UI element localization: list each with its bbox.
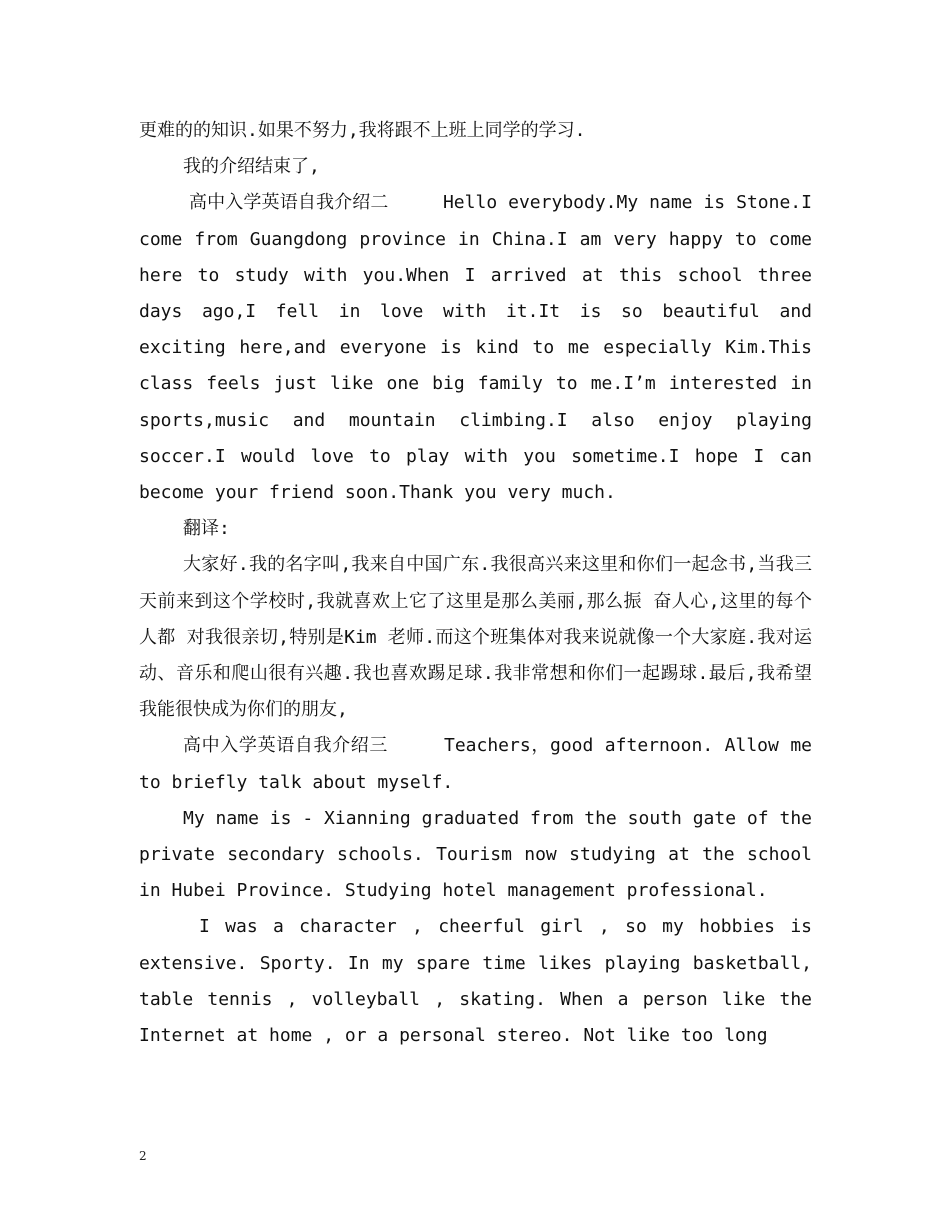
paragraph-intro-three: 高中入学英语自我介绍三 Teachers，good afternoon. Allow me to briefly talk about myself. [139,735,812,793]
page-body [139,113,812,1054]
paragraph-name: My name is - Xianning graduated from the south gate of the private secondary schools. Tourism now studying at the school in Hubei Province. Studying hotel management professional. [139,807,812,902]
paragraph-closing: 我的介绍结束了, [183,156,320,178]
paragraph-continuation: 更难的的知识.如果不努力,我将跟不上班上同学的学习. [139,120,586,141]
paragraph-translation-heading: 翻译: [183,518,230,540]
paragraph-intro-two: 高中入学英语自我介绍二 Hello everybody.My name is Stone.I come from Guangdong province in China.I am very happy to come here to study with you.When I arrived at this school three days ago,I fell in love with it.It is so beautiful and exciting here,and everyone is kind to me especially Kim.This class feels just like one big family to me.I’m interested in sports,music and mountain climbing.I also enjoy playing soccer.I would love to play with you sometime.I hope I can become your friend soon.Thank you very much. [139,192,812,504]
paragraph-hobbies: I was a character , cheerful girl , so my hobbies is extensive. Sporty. In my spare time likes playing basketball, table tennis , volleyball , skating. When a person like the Internet at home , or a personal stereo. Not like too long [139,916,812,1047]
paragraph-translation-body: 大家好.我的名字叫,我来自中国广东.我很高兴来这里和你们一起念书,当我三天前来到这个学校时,我就喜欢上它了这里是那么美丽,那么振 奋人心,这里的每个人都 对我很亲切,特别是Kim 老师.而这个班集体对我来说就像一个大家庭.我对运动、音乐和爬山很有兴趣.我也喜欢踢足球.我非常想和你们一起踢球.最后,我希望我能很快成为你们的朋友, [139,554,812,721]
page-number: 2 [139,1149,147,1163]
